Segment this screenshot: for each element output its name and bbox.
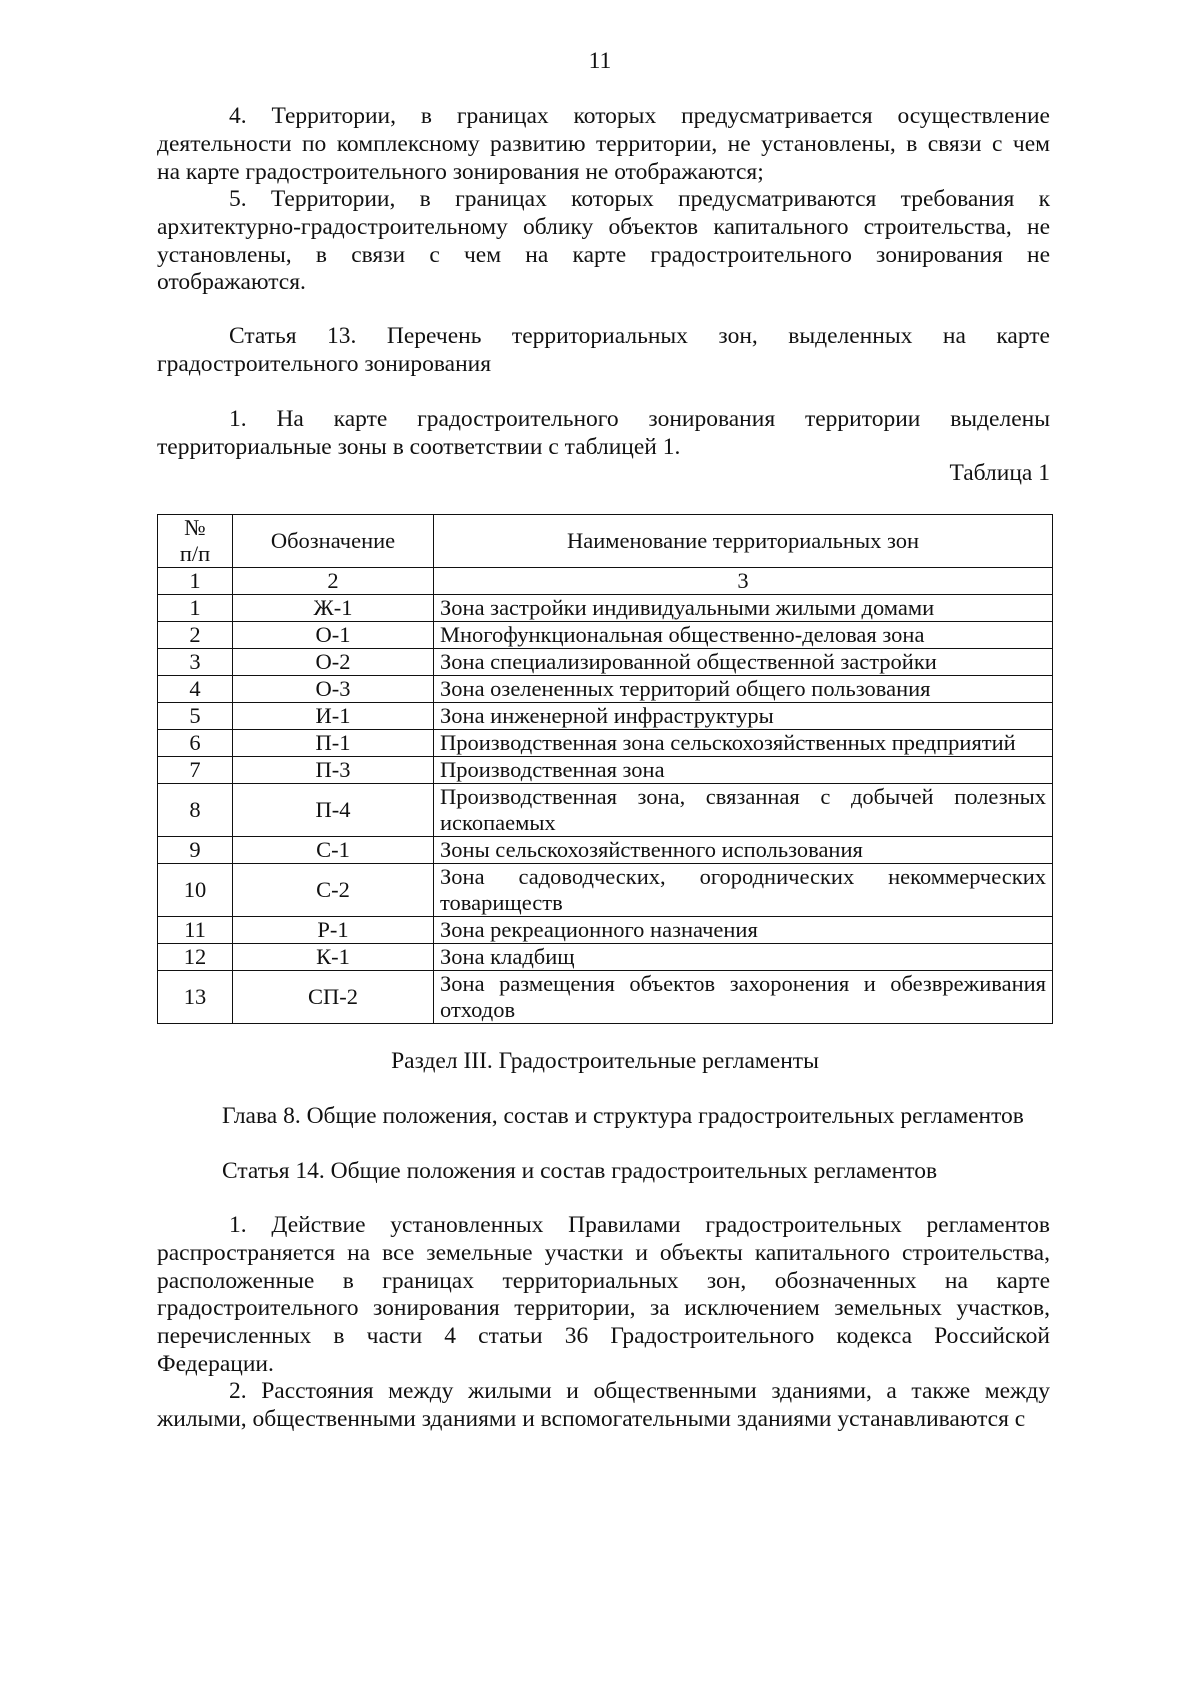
zone-name: Производственная зона, связанная с добычей полезных ископаемых bbox=[434, 784, 1053, 837]
zone-code: С-1 bbox=[233, 837, 434, 864]
text-line: распространяется на все земельные участки и объекты капитального строительства, bbox=[157, 1239, 1050, 1266]
table-row bbox=[158, 917, 1053, 944]
row-number: 11 bbox=[158, 917, 233, 944]
table-row bbox=[158, 757, 1053, 784]
table-row bbox=[158, 703, 1053, 730]
text-line: расположенные в границах территориальных зон, обозначенных на карте bbox=[157, 1267, 1050, 1294]
zone-name: Зона размещения объектов захоронения и обезвреживания отходов bbox=[434, 971, 1053, 1024]
row-number: 5 bbox=[158, 703, 233, 730]
zone-code: Ж-1 bbox=[233, 595, 434, 622]
row-number: 3 bbox=[158, 649, 233, 676]
article-14-heading: Статья 14. Общие положения и состав градостроительных регламентов bbox=[222, 1158, 938, 1184]
zone-name: Зоны сельскохозяйственного использования bbox=[434, 837, 1053, 864]
text-line: жилыми, общественными зданиями и вспомогательными зданиями устанавливаются с bbox=[157, 1405, 1026, 1432]
row-number: 1 bbox=[158, 595, 233, 622]
table-row bbox=[158, 784, 1053, 837]
table-row bbox=[158, 649, 1053, 676]
zone-code: К-1 bbox=[233, 944, 434, 971]
zone-name: Зона кладбищ bbox=[434, 944, 1053, 971]
zone-code: О-3 bbox=[233, 676, 434, 703]
text-line: архитектурно-градостроительному облику объектов капитального строительства, не bbox=[157, 213, 1050, 240]
header-name: Наименование территориальных зон bbox=[434, 515, 1053, 568]
zone-name: Зона озелененных территорий общего пользования bbox=[434, 676, 1053, 703]
text-line: 4. Территории, в границах которых предусматривается осуществление bbox=[229, 103, 1050, 129]
zone-name: Производственная зона bbox=[434, 757, 1053, 784]
zone-name: Зона рекреационного назначения bbox=[434, 917, 1053, 944]
zone-code: П-1 bbox=[233, 730, 434, 757]
zone-name: Производственная зона сельскохозяйственных предприятий bbox=[434, 730, 1053, 757]
row-number: 10 bbox=[158, 864, 233, 917]
text-line: территориальные зоны в соответствии с таблицей 1. bbox=[157, 433, 681, 460]
zone-code: С-2 bbox=[233, 864, 434, 917]
row-number: 7 bbox=[158, 757, 233, 784]
text-line: 5. Территории, в границах которых предусматриваются требования к bbox=[229, 186, 1050, 212]
text-line: 2. Расстояния между жилыми и общественными зданиями, а также между bbox=[229, 1378, 1050, 1404]
section-3-heading: Раздел III. Градостроительные регламенты bbox=[391, 1048, 819, 1074]
article-13-heading bbox=[157, 323, 1050, 379]
page-number: 11 bbox=[588, 48, 612, 74]
header-number: № п/п bbox=[158, 515, 233, 568]
chapter-8-heading: Глава 8. Общие положения, состав и структура градостроительных регламентов bbox=[222, 1103, 1024, 1129]
zone-code: О-2 bbox=[233, 649, 434, 676]
row-number: 9 bbox=[158, 837, 233, 864]
paragraph-5 bbox=[157, 186, 1050, 297]
row-number: 6 bbox=[158, 730, 233, 757]
paragraph-14-2 bbox=[157, 1378, 1050, 1434]
text-line: Статья 13. Перечень территориальных зон, выделенных на карте bbox=[229, 323, 1050, 349]
text-line: установлены, в связи с чем на карте градостроительного зонирования не bbox=[157, 241, 1050, 268]
zones-table bbox=[157, 514, 1053, 1024]
row-number: 8 bbox=[158, 784, 233, 837]
col-number-2: 2 bbox=[233, 568, 434, 595]
text-line: градостроительного зонирования территории, за исключением земельных участков, bbox=[157, 1295, 1050, 1322]
zone-code: СП-2 bbox=[233, 971, 434, 1024]
table-row bbox=[158, 944, 1053, 971]
zone-name: Многофункциональная общественно-деловая зона bbox=[434, 622, 1053, 649]
header-code: Обозначение bbox=[233, 515, 434, 568]
row-number: 13 bbox=[158, 971, 233, 1024]
zone-code: О-1 bbox=[233, 622, 434, 649]
column-number-row bbox=[158, 568, 1053, 595]
table-row bbox=[158, 730, 1053, 757]
text-line: Федерации. bbox=[157, 1350, 274, 1377]
text-line: отображаются. bbox=[157, 269, 306, 296]
zone-name: Зона специализированной общественной застройки bbox=[434, 649, 1053, 676]
text-line: 1. Действие установленных Правилами градостроительных регламентов bbox=[229, 1212, 1050, 1238]
zone-code: П-3 bbox=[233, 757, 434, 784]
text-line: на карте градостроительного зонирования не отображаются; bbox=[157, 158, 764, 185]
table-row bbox=[158, 837, 1053, 864]
paragraph-14-1 bbox=[157, 1212, 1050, 1379]
row-number: 4 bbox=[158, 676, 233, 703]
row-number: 12 bbox=[158, 944, 233, 971]
zone-name: Зона застройки индивидуальными жилыми домами bbox=[434, 595, 1053, 622]
zone-code: П-4 bbox=[233, 784, 434, 837]
text-line: 1. На карте градостроительного зонирования территории выделены bbox=[229, 406, 1050, 432]
col-number-1: 1 bbox=[158, 568, 233, 595]
table-row bbox=[158, 595, 1053, 622]
table-row bbox=[158, 676, 1053, 703]
text-line: деятельности по комплексному развитию территории, не установлены, в связи с чем bbox=[157, 130, 1050, 157]
row-number: 2 bbox=[158, 622, 233, 649]
zone-code: И-1 bbox=[233, 703, 434, 730]
table-row bbox=[158, 864, 1053, 917]
text-line: градостроительного зонирования bbox=[157, 350, 492, 377]
zone-name: Зона инженерной инфраструктуры bbox=[434, 703, 1053, 730]
table-row bbox=[158, 622, 1053, 649]
table-header-row bbox=[158, 515, 1053, 568]
col-number-3: 3 bbox=[434, 568, 1053, 595]
zone-name: Зона садоводческих, огороднических некоммерческих товариществ bbox=[434, 864, 1053, 917]
table-caption: Таблица 1 bbox=[949, 460, 1050, 486]
zone-code: Р-1 bbox=[233, 917, 434, 944]
paragraph-13-1 bbox=[157, 406, 1050, 462]
paragraph-4 bbox=[157, 103, 1050, 186]
text-line: перечисленных в части 4 статьи 36 Градостроительного кодекса Российской bbox=[157, 1323, 1050, 1350]
table-row bbox=[158, 971, 1053, 1024]
